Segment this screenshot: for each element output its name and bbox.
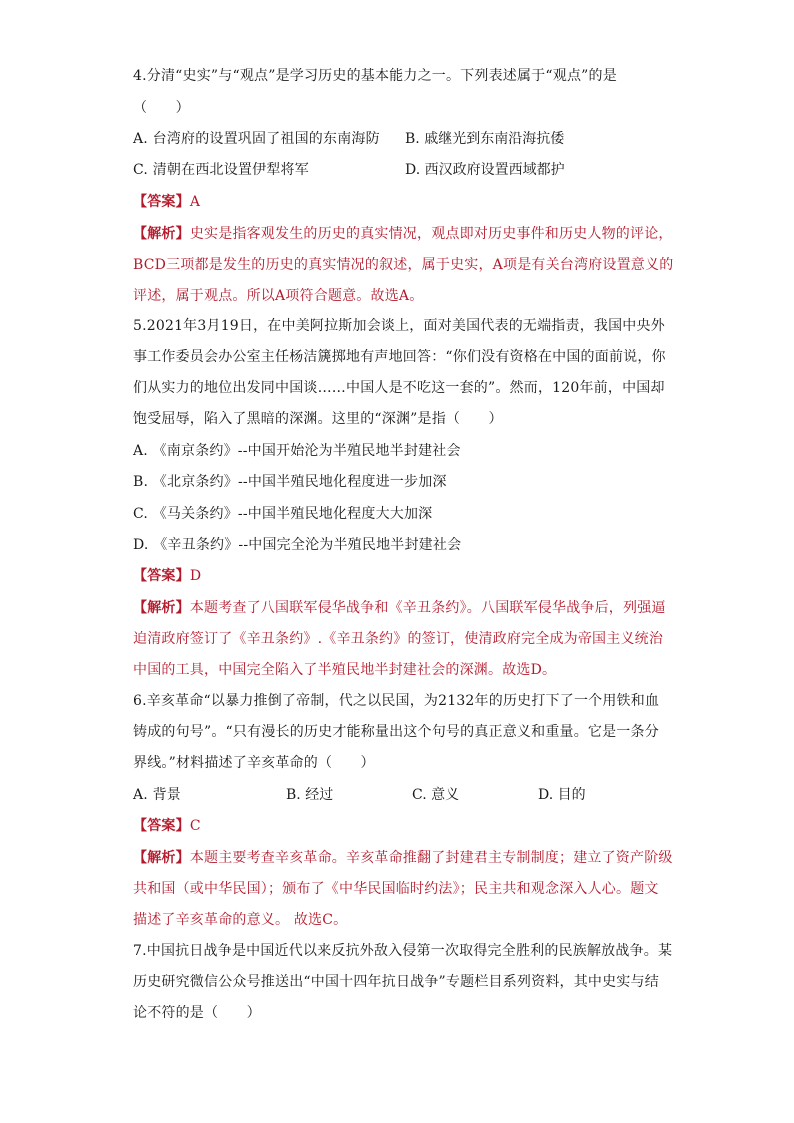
q5-analysis-line-2: 迫清政府签订了《辛丑条约》.《辛丑条约》的签订，使清政府完全成为帝国主义统治 <box>133 631 664 647</box>
q5-answer <box>133 566 201 586</box>
q4-analysis-line-3: 评述，属于观点。所以A项符合题意。故选A。 <box>133 288 424 304</box>
analysis-text: 史实是指客观发生的历史的真实情况，观点即对历史事件和历史人物的评论， <box>189 226 673 242</box>
q5-analysis-line-1 <box>133 598 666 618</box>
q6-analysis-line-3: 描述了辛亥革命的意义。 故选C。 <box>133 912 348 928</box>
q4-analysis-line-1 <box>133 224 673 244</box>
answer-tag: 【答案】 <box>133 818 190 834</box>
answer-value: D <box>189 568 202 584</box>
answer-tag: 【答案】 <box>133 568 190 584</box>
answer-value: C <box>189 818 201 834</box>
q4-answer <box>133 192 200 212</box>
q4-paren: （ ） <box>133 100 190 116</box>
q7-stem-line-2: 历史研究微信公众号推送出“中国十四年抗日战争”专题栏目系列资料，其中史实与结 <box>133 974 659 990</box>
q5-option-d: D. 《辛丑条约》--中国完全沦为半殖民地半封建社会 <box>133 537 462 553</box>
q6-stem-line-3: 界线。”材料描述了辛亥革命的（ ） <box>133 755 375 771</box>
q4-option-c: C. 清朝在西北设置伊犁将军 <box>133 162 309 178</box>
q5-option-c: C. 《马关条约》--中国半殖民地化程度大大加深 <box>133 506 433 522</box>
q6-answer <box>133 816 201 836</box>
q5-option-b: B. 《北京条约》--中国半殖民地化程度进一步加深 <box>133 474 447 490</box>
q4-option-a: A. 台湾府的设置巩固了祖国的东南海防 <box>133 131 380 147</box>
q6-option-d: D. 目的 <box>538 787 586 803</box>
q4-stem: 4.分清“史实”与“观点”是学习历史的基本能力之一。下列表述属于“观点”的是 <box>133 68 617 84</box>
analysis-tag: 【解析】 <box>133 600 190 616</box>
analysis-text: 本题主要考查辛亥革命。辛亥革命推翻了封建君主专制制度；建立了资产阶级 <box>189 850 673 866</box>
q6-option-c: C. 意义 <box>412 787 460 803</box>
q4-option-b: B. 戚继光到东南沿海抗倭 <box>405 131 565 147</box>
q5-stem-line-2: 事工作委员会办公室主任杨洁篪掷地有声地回答：“你们没有资格在中国的面前说，你 <box>133 349 666 365</box>
answer-tag: 【答案】 <box>133 194 190 210</box>
q6-option-b: B. 经过 <box>286 787 334 803</box>
q7-stem-line-3: 论不符的是（ ） <box>133 1005 261 1021</box>
analysis-text: 本题考查了八国联军侵华战争和《辛丑条约》。八国联军侵华战争后，列强逼 <box>189 600 666 616</box>
q5-analysis-line-3: 中国的工具，中国完全陷入了半殖民地半封建社会的深渊。故选D。 <box>133 662 557 678</box>
q7-stem-line-1: 7.中国抗日战争是中国近代以来反抗外敌入侵第一次取得完全胜利的民族解放战争。某 <box>133 943 673 959</box>
q4-analysis-line-2: BCD三项都是发生的历史的真实情况的叙述，属于史实，A项是有关台湾府设置意义的 <box>133 257 674 273</box>
q5-stem-line-1: 5.2021年3月19日，在中美阿拉斯加会谈上，面对美国代表的无端指责，我国中央外 <box>133 318 665 334</box>
q6-stem-line-2: 铸成的句号”。“只有漫长的历史才能称量出这个句号的真正意义和重量。它是一条分 <box>133 724 659 740</box>
analysis-tag: 【解析】 <box>133 226 190 242</box>
analysis-tag: 【解析】 <box>133 850 190 866</box>
answer-value: A <box>189 194 201 210</box>
q6-stem-line-1: 6.辛亥革命“以暴力推倒了帝制，代之以民国，为2132年的历史打下了一个用铁和血 <box>133 693 660 709</box>
q6-option-a: A. 背景 <box>133 787 182 803</box>
q6-analysis-line-1 <box>133 848 673 868</box>
q5-stem-line-4: 饱受屈辱，陷入了黑暗的深渊。这里的“深渊”是指（ ） <box>133 411 503 427</box>
q4-option-d: D. 西汉政府设置西域都护 <box>405 162 565 178</box>
q5-option-a: A. 《南京条约》--中国开始沦为半殖民地半封建社会 <box>133 443 461 459</box>
q6-analysis-line-2: 共和国（或中华民国）；颁布了《中华民国临时约法》；民主共和观念深入人心。题文 <box>133 881 659 897</box>
q5-stem-line-3: 们从实力的地位出发同中国谈……中国人是不吃这一套的”。然而，120年前，中国却 <box>133 380 665 396</box>
